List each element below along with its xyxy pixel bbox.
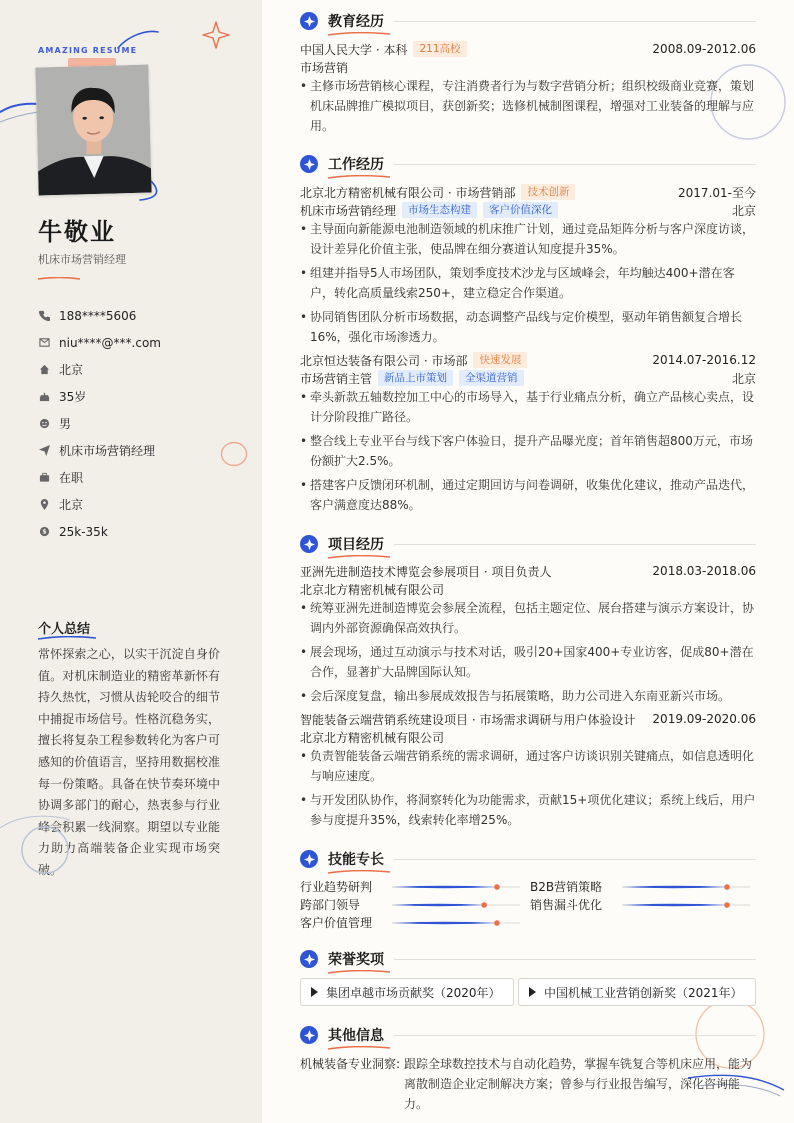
skill-label: 销售漏斗优化 xyxy=(530,897,603,912)
award-item xyxy=(300,978,514,1006)
list-item: • 展会现场，通过互动演示与技术对话，吸引20+国家400+专业访客，促成80+潜在合作，显著扩大品牌国际认知。 xyxy=(300,642,756,682)
info-salary: 25k-35k xyxy=(59,524,108,539)
education-major-text: 市场营销 xyxy=(300,60,349,75)
triangle-icon xyxy=(311,987,318,997)
list-item-text: 搭建客户反馈闭环机制，通过定期回访与问卷调研，收集优化建议，推动产品迭代，客户满意度达88%。 xyxy=(310,478,755,512)
section-underline xyxy=(328,32,390,36)
list-item-text: 负责智能装备云端营销系统的需求调研，通过客户访谈识别关键痛点，如信息透明化与响应速度。 xyxy=(310,749,755,783)
section-icon xyxy=(300,850,318,868)
location-icon xyxy=(38,499,50,511)
work-city: 北京 xyxy=(731,203,756,218)
work-role-row xyxy=(300,201,756,219)
info-row-gender xyxy=(38,410,248,437)
info-row-city xyxy=(38,356,248,383)
section-underline xyxy=(328,555,390,559)
section-title-text: 工作经历 xyxy=(328,157,384,173)
section-divider xyxy=(394,959,756,960)
work-company: 北京北方精密机械有限公司 · 市场营销部 xyxy=(300,185,516,200)
project-date: 2019.09-2020.06 xyxy=(652,712,756,726)
section-divider xyxy=(394,1035,756,1036)
info-phone: 188****5606 xyxy=(59,308,137,323)
project-org-text: 北京北方精密机械有限公司 xyxy=(300,730,445,745)
section-work xyxy=(300,153,756,175)
list-item-text: 协同销售团队分析市场数据，动态调整产品线与定价模型，驱动年销售额复合增长16%，强化市场渗透力。 xyxy=(310,310,743,344)
list-item-text: 统筹亚洲先进制造博览会参展全流程，包括主题定位、展台搭建与演示方案设计，协调内外部资源确保高效执行。 xyxy=(310,601,755,635)
work-tag: 技术创新 xyxy=(521,184,575,200)
info-status: 在职 xyxy=(59,471,84,485)
list-item: • 与开发团队协作，将洞察转化为功能需求，贡献15+项优化建议；系统上线后，用户参与度提升35%，线索转化率增25%。 xyxy=(300,790,756,830)
list-item-text: 主导面向新能源电池制造领域的机床推广计划，通过竞品矩阵分析与客户深度访谈，设计差异化价值主张，使品牌在细分赛道认知度提升35%。 xyxy=(310,222,755,256)
section-title xyxy=(328,534,384,554)
info-location: 北京 xyxy=(59,498,84,512)
svg-text:$: $ xyxy=(41,527,47,536)
work-header xyxy=(300,351,756,369)
summary-underline xyxy=(38,636,96,640)
list-item: • 协同销售团队分析市场数据，动态调整产品线与定价模型，驱动年销售额复合增长16%，强化市场渗透力。 xyxy=(300,307,756,347)
work-role-row xyxy=(300,369,756,387)
phone-icon xyxy=(38,310,50,322)
skill-level-bar xyxy=(622,884,750,890)
briefcase-icon xyxy=(38,472,50,484)
project-date: 2018.03-2018.06 xyxy=(652,564,756,578)
section-title xyxy=(328,1025,384,1045)
list-item-text: 牵头新款五轴数控加工中心的市场导入，基于行业痛点分析，确立产品核心卖点，设计分阶段推广路径。 xyxy=(310,390,755,424)
list-item-text: 与开发团队协作，将洞察转化为功能需求，贡献15+项优化建议；系统上线后，用户参与度提升35%，线索转化率增25%。 xyxy=(310,793,756,827)
section-education xyxy=(300,10,756,32)
skill-level-bar xyxy=(392,920,520,926)
section-awards xyxy=(300,948,756,970)
list-item-text: 整合线上专业平台与线下客户体验日，提升产品曝光度；首年销售超800万元，市场份额扩大2.5%。 xyxy=(310,434,753,468)
section-underline xyxy=(328,1046,390,1050)
skill-label: 跨部门领导 xyxy=(300,897,361,912)
list-item-text: 主修市场营销核心课程，专注消费者行为与数字营销分析；组织校级商业竞赛，策划机床品牌推广模拟项目，获创新奖；选修机械制图课程，增强对工业装备的理解与应用。 xyxy=(310,79,755,133)
list-item-text: 组建并指导5人市场团队，策划季度技术沙龙与区域峰会，年均触达400+潜在客户，转化高质量线索250+，建立稳定合作渠道。 xyxy=(310,266,735,300)
list-item: • 统筹亚洲先进制造博览会参展全流程，包括主题定位、展台搭建与演示方案设计，协调内外部资源确保高效执行。 xyxy=(300,598,756,638)
skill-label: 客户价值管理 xyxy=(300,915,373,930)
project-org xyxy=(300,728,756,746)
section-underline xyxy=(328,970,390,974)
list-item: • 主修市场营销核心课程，专注消费者行为与数字营销分析；组织校级商业竞赛，策划机床品牌推广模拟项目，获创新奖；选修机械制图课程，增强对工业装备的理解与应用。 xyxy=(300,76,756,136)
info-row-email xyxy=(38,329,248,356)
info-row-status xyxy=(38,464,248,491)
project-org-text: 北京北方精密机械有限公司 xyxy=(300,582,445,597)
work-tag: 快速发展 xyxy=(473,352,527,368)
role-tag: 客户价值深化 xyxy=(483,202,558,218)
info-row-salary xyxy=(38,518,248,545)
section-skills xyxy=(300,848,756,870)
work-company: 北京恒达装备有限公司 · 市场部 xyxy=(300,353,468,368)
avatar xyxy=(35,65,151,196)
list-item-text: 展会现场，通过互动演示与技术对话，吸引20+国家400+专业访客，促成80+潜在合作，显著扩大品牌国际认知。 xyxy=(310,645,754,679)
section-title xyxy=(328,849,384,869)
candidate-title: 机床市场营销经理 xyxy=(38,253,126,266)
education-school: 中国人民大学 · 本科 xyxy=(300,42,408,57)
section-title-text: 项目经历 xyxy=(328,537,384,553)
award-text: 中国机械工业营销创新奖（2021年） xyxy=(544,985,743,1000)
list-item: • 会后深度复盘，输出参展成效报告与拓展策略，助力公司进入东南亚新兴市场。 xyxy=(300,686,756,706)
info-row-location xyxy=(38,491,248,518)
project-name: 智能装备云端营销系统建设项目 · 市场需求调研与用户体验设计 xyxy=(300,712,636,727)
other-text: 跟踪全球数控技术与自动化趋势，掌握车铣复合等机床应用，能为离散制造企业定制解决方案；曾参与行业报告编写，深化咨询能力。 xyxy=(404,1057,753,1111)
project-header xyxy=(300,562,756,580)
section-projects xyxy=(300,533,756,555)
other-label: 机械装备专业洞察: xyxy=(300,1057,401,1071)
info-city: 北京 xyxy=(59,363,84,377)
info-row-phone xyxy=(38,302,248,329)
triangle-icon xyxy=(529,987,536,997)
resume-banner: AMAZING RESUME xyxy=(38,46,138,55)
list-item: • 组建并指导5人市场团队，策划季度技术沙龙与区域峰会，年均触达400+潜在客户，转化高质量线索250+，建立稳定合作渠道。 xyxy=(300,263,756,303)
work-city: 北京 xyxy=(731,371,756,386)
project-header xyxy=(300,710,756,728)
section-divider xyxy=(394,544,756,545)
award-text: 集团卓越市场贡献奖（2020年） xyxy=(326,985,501,1000)
award-item xyxy=(518,978,756,1006)
work-date: 2014.07-2016.12 xyxy=(652,353,756,367)
work-header xyxy=(300,183,756,201)
section-icon xyxy=(300,155,318,173)
list-item: • 搭建客户反馈闭环机制，通过定期回访与问卷调研，收集优化建议，推动产品迭代，客户满意度达88%。 xyxy=(300,475,756,515)
project-org xyxy=(300,580,756,598)
skill-level-bar xyxy=(392,884,520,890)
role-tag: 新品上市策划 xyxy=(378,370,453,386)
info-row-age xyxy=(38,383,248,410)
summary-text: 常怀探索之心，以实干沉淀自身价值。对机床制造业的精密革新怀有持久热忱，习惯从齿轮咬合的细节中捕捉市场信号。性格沉稳务实，擅长将复杂工程参数转化为客户可感知的价值语言，坚持用数据校准每一份策略。具备在快节奏环境中协调多部门的耐心，热衷参与行业峰会积累一线洞察。期望以专业能力助力高端装备企业实现市场突破。 xyxy=(38,647,220,877)
info-row-position xyxy=(38,437,248,464)
send-icon xyxy=(38,445,50,457)
skill-label: B2B营销策略 xyxy=(530,879,603,894)
info-email: niu****@***.com xyxy=(59,335,161,350)
list-item: • 主导面向新能源电池制造领域的机床推广计划，通过竞品矩阵分析与客户深度访谈，设计差异化价值主张，使品牌在细分赛道认知度提升35%。 xyxy=(300,219,756,259)
summary-title: 个人总结 xyxy=(38,622,91,637)
avatar-photo xyxy=(35,65,151,196)
contact-info xyxy=(38,302,248,545)
role-tag: 市场生态构建 xyxy=(402,202,477,218)
education-major xyxy=(300,58,756,76)
section-title-text: 教育经历 xyxy=(328,14,384,30)
list-item: • 负责智能装备云端营销系统的需求调研，通过客户访谈识别关键痛点，如信息透明化与响应速度。 xyxy=(300,746,756,786)
home-icon xyxy=(38,364,50,376)
info-position: 机床市场营销经理 xyxy=(59,444,156,458)
cake-icon xyxy=(38,391,50,403)
skill-level-bar xyxy=(622,902,750,908)
section-other xyxy=(300,1024,756,1046)
section-title xyxy=(328,154,384,174)
section-icon xyxy=(300,535,318,553)
education-tag: 211高校 xyxy=(413,41,466,57)
section-title xyxy=(328,11,384,31)
sidebar xyxy=(0,0,262,1123)
section-divider xyxy=(394,164,756,165)
candidate-name: 牛敬业 xyxy=(38,218,116,246)
info-age: 35岁 xyxy=(59,390,87,404)
section-icon xyxy=(300,950,318,968)
section-title-text: 荣誉奖项 xyxy=(328,952,384,968)
skill-label: 行业趋势研判 xyxy=(300,879,373,894)
gender-icon xyxy=(38,418,50,430)
work-role: 机床市场营销经理 xyxy=(300,203,397,218)
section-underline xyxy=(328,175,390,179)
mail-icon xyxy=(38,337,50,349)
list-item-text: 会后深度复盘，输出参展成效报告与拓展策略，助力公司进入东南亚新兴市场。 xyxy=(310,689,731,703)
education-date: 2008.09-2012.06 xyxy=(652,42,756,56)
section-divider xyxy=(394,21,756,22)
work-role: 市场营销主管 xyxy=(300,371,373,386)
section-title xyxy=(328,949,384,969)
section-icon xyxy=(300,12,318,30)
name-underline xyxy=(38,277,80,280)
info-gender: 男 xyxy=(59,417,72,431)
section-title-text: 技能专长 xyxy=(328,852,384,868)
project-name: 亚洲先进制造技术博览会参展项目 · 项目负责人 xyxy=(300,564,552,579)
section-underline xyxy=(328,870,390,874)
salary-icon xyxy=(38,526,50,538)
section-divider xyxy=(394,859,756,860)
education-header xyxy=(300,40,756,58)
main-content xyxy=(262,0,794,1123)
section-icon xyxy=(300,1026,318,1044)
list-item: • 整合线上专业平台与线下客户体验日，提升产品曝光度；首年销售超800万元，市场份额扩大2.5%。 xyxy=(300,431,756,471)
role-tag: 全渠道营销 xyxy=(459,370,524,386)
section-title-text: 其他信息 xyxy=(328,1028,384,1044)
work-date: 2017.01-至今 xyxy=(678,185,756,200)
list-item: • 牵头新款五轴数控加工中心的市场导入，基于行业痛点分析，确立产品核心卖点，设计分阶段推广路径。 xyxy=(300,387,756,427)
skill-level-bar xyxy=(392,902,520,908)
